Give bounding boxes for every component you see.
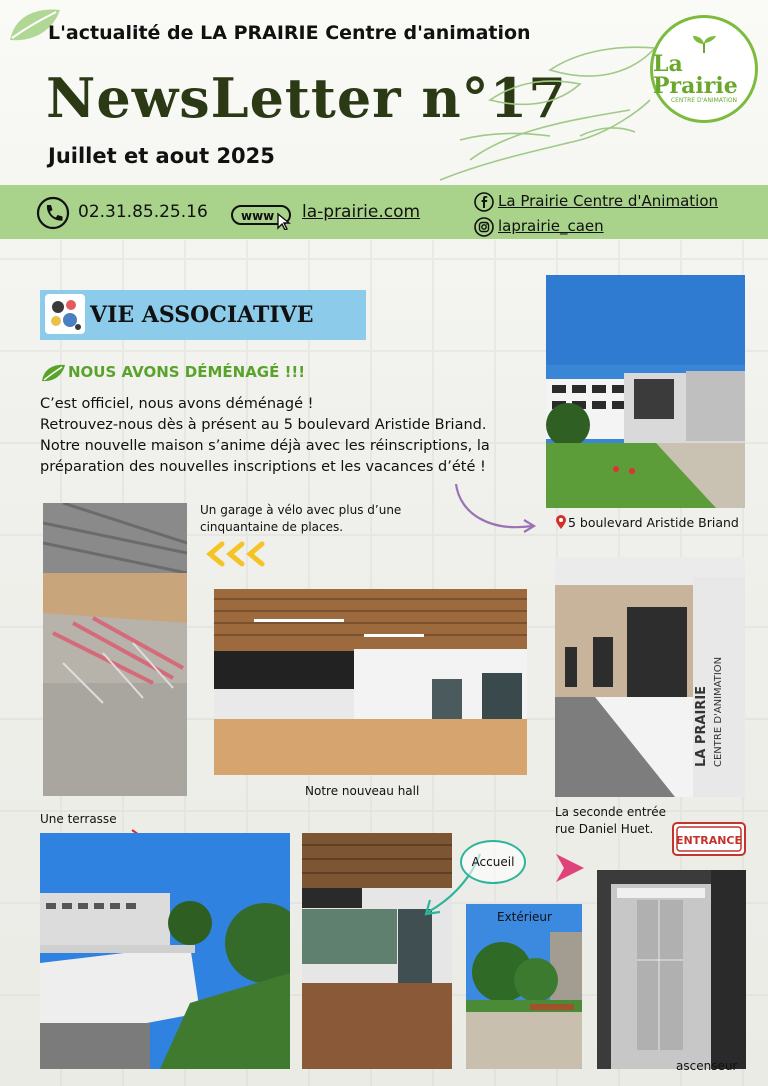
terrace-caption: Une terrasse — [40, 812, 117, 826]
accueil-bubble — [460, 840, 526, 884]
newsletter-title: NewsLetter n°17 — [46, 66, 567, 130]
phone-number[interactable]: 02.31.85.25.16 — [78, 202, 208, 222]
instagram-icon — [474, 217, 494, 237]
section-header — [40, 290, 366, 340]
hand-leaves-illustration — [430, 40, 660, 190]
logo-subtext: CENTRE D'ANIMATION — [670, 96, 738, 104]
location-pin-icon — [556, 515, 566, 529]
www-cursor-icon — [230, 200, 298, 230]
bike-garage-photo — [43, 503, 187, 796]
www-label: www — [241, 209, 275, 223]
new-hall-photo — [214, 589, 527, 775]
section-title: VIE ASSOCIATIVE — [90, 302, 314, 328]
website-link[interactable]: la-prairie.com — [302, 202, 421, 222]
second-entrance-caption-line1: La seconde entrée — [555, 805, 666, 819]
la-prairie-logo — [650, 15, 758, 123]
newsletter-date: Juillet et aout 2025 — [48, 144, 275, 168]
address-caption: 5 boulevard Aristide Briand — [568, 515, 739, 530]
instagram-link[interactable]: laprairie_caen — [498, 217, 604, 235]
second-entrance-caption-line2: rue Daniel Huet. — [555, 822, 654, 836]
elevator-caption: ascenseur — [676, 1059, 738, 1073]
hall-caption: Notre nouveau hall — [305, 784, 420, 798]
header-kicker: L'actualité de LA PRAIRIE Centre d'animation — [48, 22, 531, 44]
logo-text: La Prairie — [653, 50, 738, 99]
terrace-photo — [40, 833, 290, 1069]
facade-sign-line-2: CENTRE D'ANIMATION — [713, 656, 724, 767]
exterior-photo — [466, 904, 582, 1069]
article-body — [40, 394, 520, 478]
curved-arrow-icon — [450, 480, 540, 540]
leaf-bullet-icon — [40, 363, 66, 383]
elevator-photo — [597, 870, 746, 1069]
entrance-sign-text: ENTRANCE — [676, 834, 742, 847]
article-line: C’est officiel, nous avons déménagé ! — [40, 396, 314, 412]
article-line: préparation des nouvelles inscriptions et les vacances d’été ! — [40, 459, 486, 475]
phone-icon — [36, 196, 70, 230]
facebook-icon — [474, 192, 494, 212]
community-icon — [44, 293, 86, 335]
facebook-link[interactable]: La Prairie Centre d'Animation — [498, 192, 718, 210]
entrance-sign — [672, 822, 746, 856]
accueil-caption: Accueil — [471, 855, 515, 869]
article-line: Retrouvez-nous dès à présent au 5 boulevard Aristide Briand. — [40, 417, 487, 433]
second-entrance-photo — [555, 557, 745, 797]
facade-sign-line-1: LA PRAIRIE — [694, 685, 709, 767]
pink-arrow-icon — [550, 848, 590, 888]
bike-caption: Un garage à vélo avec plus d’une cinquantaine de places. — [200, 503, 402, 534]
building-exterior-photo — [546, 275, 745, 508]
chevrons-left-icon — [204, 540, 270, 568]
exterior-caption: Extérieur — [497, 910, 552, 924]
logo-sprout-icon — [689, 35, 719, 53]
article-heading: NOUS AVONS DÉMÉNAGÉ !!! — [68, 363, 306, 381]
article-line: Notre nouvelle maison s’anime déjà avec les réinscriptions, la — [40, 438, 490, 454]
